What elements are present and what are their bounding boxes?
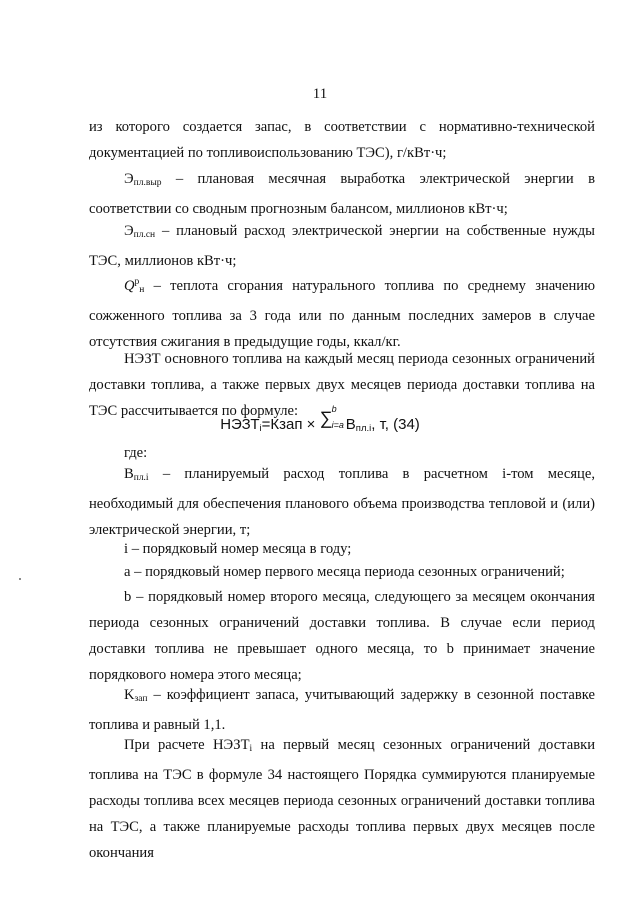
paragraph-i: i – порядковый номер месяца в году; [124, 541, 352, 557]
paragraph-e-vyr: $Э_{пл.выр}$ – плановая месячная выработка электрической энергии в соответствии со сводным прогнозным балансом, миллионов кВт·ч; [89, 171, 595, 217]
scan-speck [19, 578, 21, 580]
paragraph-b: b – порядковый номер второго месяца, следующего за месяцем окончания периода сезонных ограничений доставки топлива. В случае если период доставки топлива не превышает одного месяца, то b принимает значение порядкового номера этого месяца; [89, 589, 595, 683]
paragraph-where: где: [124, 445, 148, 461]
paragraph-k-zap: $K_{зап}$ – коэффициент запаса, учитывающий задержку в сезонной поставке топлива и равный 1,1. [89, 687, 595, 733]
paragraph-nezt-intro: НЭЗТ основного топлива на каждый месяц периода сезонных ограничений доставки топлива, а также первых двух месяцев периода доставки топлива на ТЭС рассчитывается по формуле: [89, 351, 595, 419]
paragraph-continuation: из которого создается запас, в соответствии с нормативно-технической документацией по топливоиспользованию ТЭС), г/кВт·ч; [89, 119, 595, 161]
sum-operator: ∑ b i=a [319, 404, 344, 430]
paragraph-q-heat: $Q^р_н$ – теплота сгорания натурального топлива по среднему значению сожженного топлива за 3 года или по данным последних замеров в случае отсутствия сжигания в предыдущие годы, ккал/кг. [89, 277, 595, 350]
paragraph-b-pl: $B_{пл.i}$ – планируемый расход топлива в расчетном i-том месяце, необходимый для обеспечения планового объема производства тепловой и (или) электрической энергии, т; [89, 466, 595, 538]
paragraph-e-sn: $Э_{пл.сн}$ – плановый расход электрической энергии на собственные нужды ТЭС, миллионов кВт·ч; [89, 223, 595, 269]
paragraph-a: а – порядковый номер первого месяца периода сезонных ограничений; [124, 564, 565, 580]
formula-34: $НЭЗТ_i=Кзап$ × ∑ b i=a $B_{пл.i}$, т, (34) [220, 404, 420, 434]
page-number: 11 [312, 86, 328, 102]
paragraph-calc-note: При расчете $НЭЗТ_i$ на первый месяц сезонных ограничений доставки топлива на ТЭС в формуле 34 настоящего Порядка суммируются планируемые расходы топлива всех месяцев периода сезонных ограничений доставки топлива на ТЭС, а также планируемые расходы топлива первых двух месяцев после окончания [89, 737, 595, 861]
